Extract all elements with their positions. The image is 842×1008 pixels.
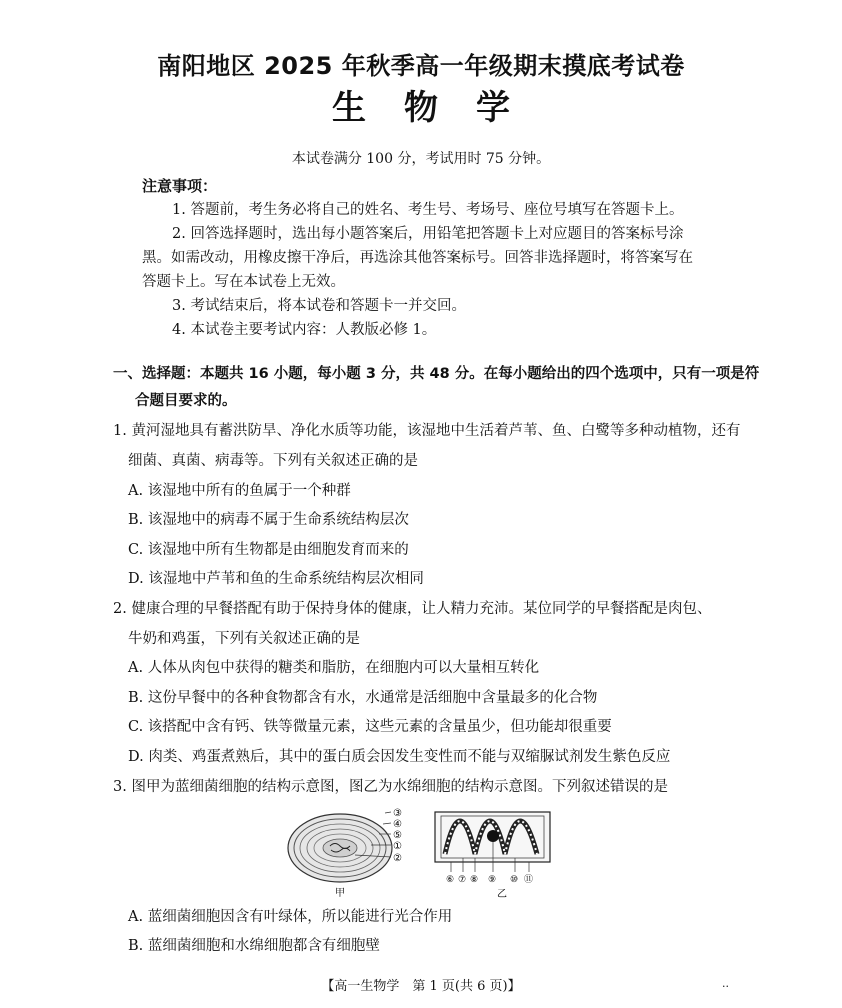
notice-line: 3. 考试结束后，将本试卷和答题卡一并交回。	[172, 298, 466, 314]
figure-jia-label: ③	[393, 808, 402, 819]
question-1-option-c: C. 该湿地中所有生物都是由细胞发育而来的	[128, 542, 409, 558]
figure-yi-label: ⑦	[458, 875, 467, 885]
question-1-option-b: B. 该湿地中的病毒不属于生命系统结构层次	[128, 512, 409, 528]
notice-line: 答题卡上。写在本试卷上无效。	[142, 274, 345, 290]
exam-intro: 本试卷满分 100 分，考试用时 75 分钟。	[291, 151, 551, 167]
figure-yi-label: ⑨	[488, 875, 497, 885]
question-3-option-b: B. 蓝细菌细胞和水绵细胞都含有细胞壁	[128, 938, 380, 954]
question-2-option-b: B. 这份早餐中的各种食物都含有水，水通常是活细胞中含量最多的化合物	[128, 690, 598, 706]
question-3-stem: 3. 图甲为蓝细菌细胞的结构示意图，图乙为水绵细胞的结构示意图。下列叙述错误的是	[113, 779, 668, 795]
question-1-option-a: A. 该湿地中所有的鱼属于一个种群	[128, 483, 351, 499]
figure-yi-spirogyra	[435, 812, 550, 872]
exam-title: 南阳地区 2025 年秋季高一年级期末摸底考试卷	[157, 52, 685, 80]
figure-jia-cyanobacterium	[288, 812, 392, 882]
section-heading: 一、选择题：本题共 16 小题，每小题 3 分，共 48 分。在每小题给出的四个选项中，只有一项是符	[113, 366, 760, 382]
question-1-stem: 细菌、真菌、病毒等。下列有关叙述正确的是	[128, 453, 418, 469]
question-1-stem: 1. 黄河湿地具有蓄洪防旱、净化水质等功能，该湿地中生活着芦苇、鱼、白鹭等多种动植物，还有	[113, 423, 741, 439]
notice-line: 2. 回答选择题时，选出每小题答案后，用铅笔把答题卡上对应题目的答案标号涂	[172, 226, 684, 242]
figure-jia-label: ⑤	[393, 830, 402, 841]
figure-jia-label: ①	[393, 841, 402, 852]
figure-yi-label: ⑥	[446, 875, 455, 885]
cell-structure-figure	[285, 800, 555, 900]
question-2-option-d: D. 肉类、鸡蛋煮熟后，其中的蛋白质会因发生变性而不能与双缩脲试剂发生紫色反应	[128, 749, 671, 765]
figure-jia-label: ④	[393, 819, 402, 830]
footer-mark: ··	[722, 980, 729, 993]
figure-yi-caption: 乙	[497, 889, 507, 900]
section-heading-cont: 合题目要求的。	[135, 393, 237, 409]
question-2-stem: 牛奶和鸡蛋，下列有关叙述正确的是	[128, 631, 360, 647]
question-2-stem: 2. 健康合理的早餐搭配有助于保持身体的健康，让人精力充沛。某位同学的早餐搭配是肉包、	[113, 601, 712, 617]
figure-yi-label: ⑧	[470, 875, 479, 885]
figure-yi-label: ⑩	[510, 875, 519, 885]
subject-title: 生物学	[332, 88, 548, 128]
question-1-option-d: D. 该湿地中芦苇和鱼的生命系统结构层次相同	[128, 571, 424, 587]
question-2-option-c: C. 该搭配中含有钙、铁等微量元素，这些元素的含量虽少，但功能却很重要	[128, 719, 612, 735]
notice-line: 1. 答题前，考生务必将自己的姓名、考生号、考场号、座位号填写在答题卡上。	[172, 202, 684, 218]
notice-line: 4. 本试卷主要考试内容：人教版必修 1。	[172, 322, 437, 338]
notice-line: 黑。如需改动，用橡皮擦干净后，再选涂其他答案标号。回答非选择题时，将答案写在	[142, 250, 693, 266]
question-2-option-a: A. 人体从肉包中获得的糖类和脂肪，在细胞内可以大量相互转化	[128, 660, 540, 676]
figure-yi-label: ⑪	[524, 875, 534, 885]
figure-jia-label: ②	[393, 853, 402, 864]
figure-jia-caption: 甲	[335, 888, 345, 899]
page-footer: 【高一生物学 第 1 页(共 6 页)】	[321, 979, 521, 994]
question-3-option-a: A. 蓝细菌细胞因含有叶绿体，所以能进行光合作用	[128, 909, 453, 925]
notice-heading: 注意事项：	[142, 177, 218, 195]
